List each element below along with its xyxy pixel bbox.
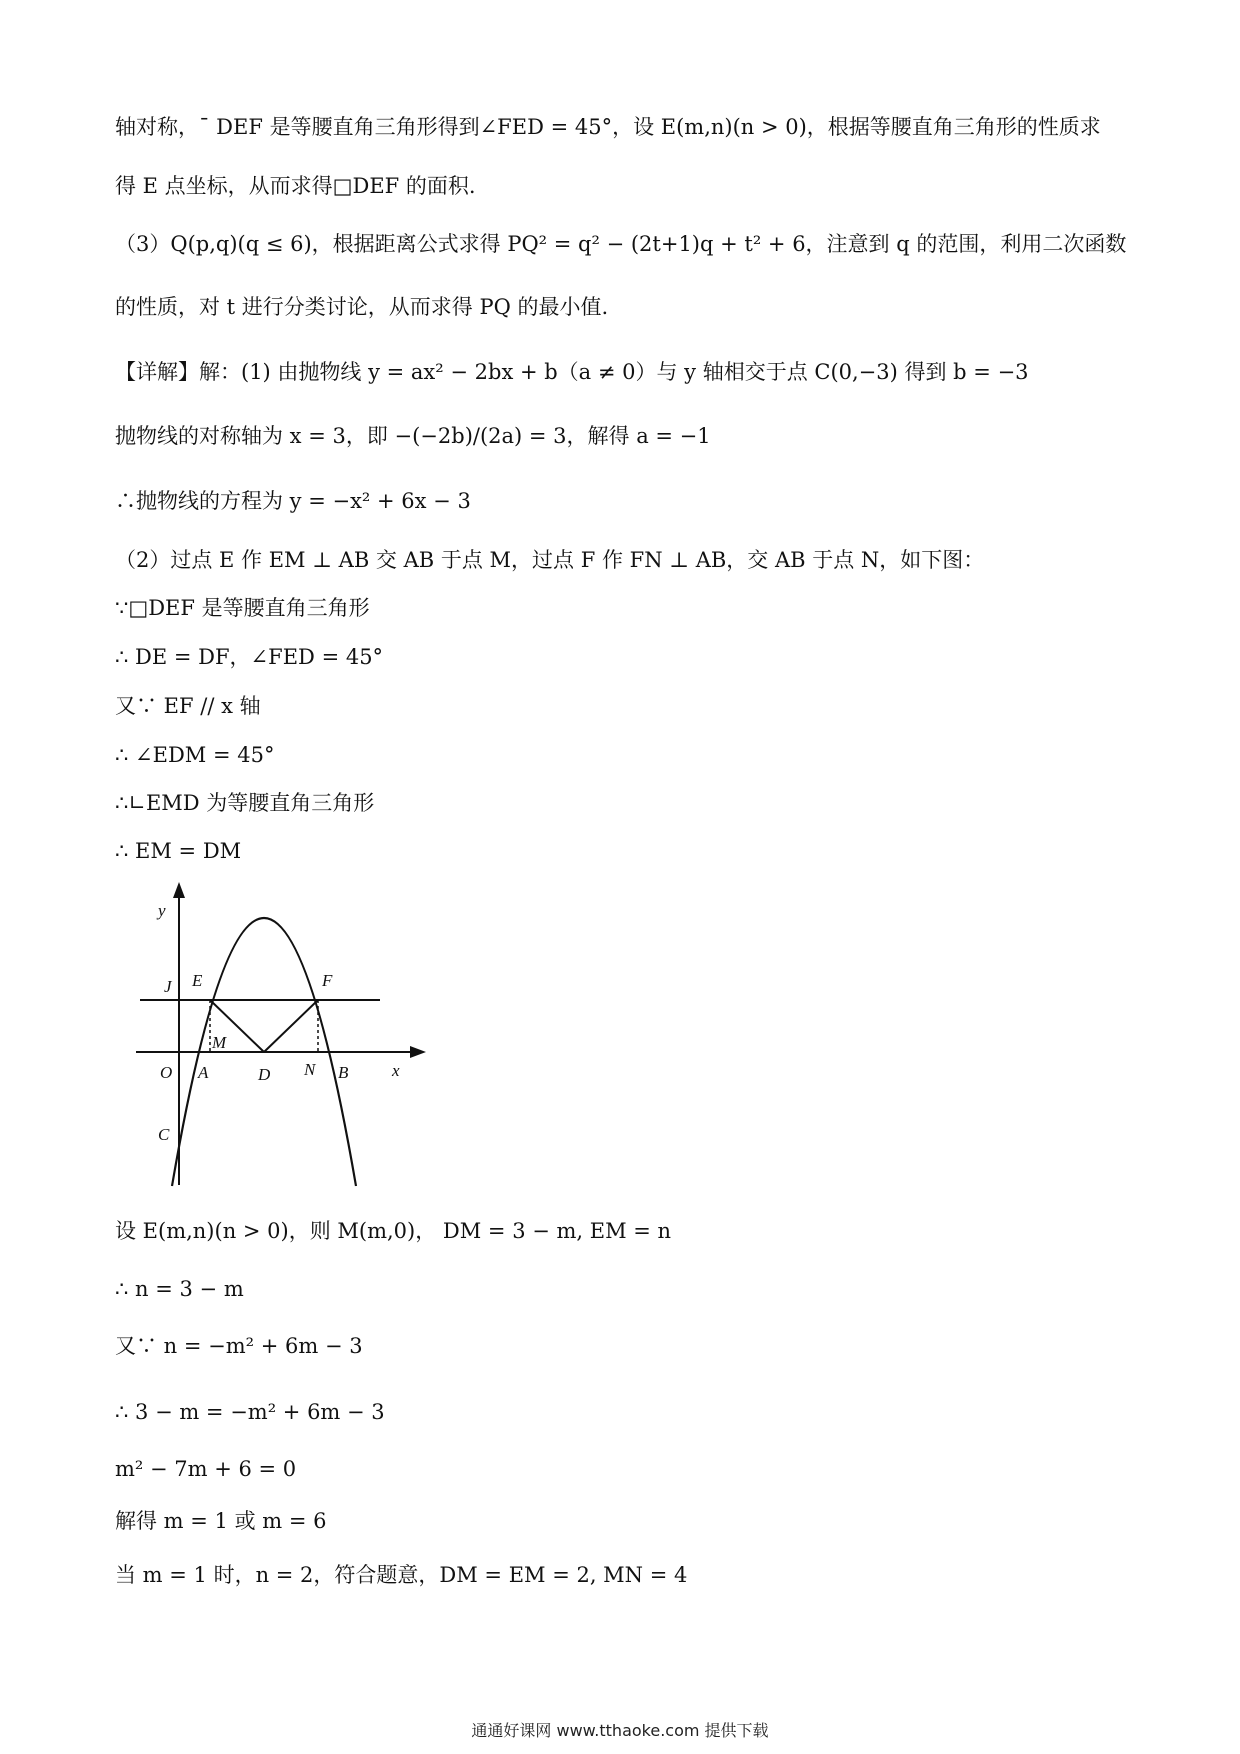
label-y: y	[158, 901, 166, 920]
y-axis-arrow	[173, 882, 185, 898]
parabola-figure	[130, 880, 430, 1195]
text-line: 设 E(m,n)(n > 0)，则 M(m,0)， DM = 3 − m, EM = n	[115, 1219, 672, 1243]
text-line: （2）过点 E 作 EM ⊥ AB 交 AB 于点 M，过点 F 作 FN ⊥ AB，交 AB 于点 N，如下图：	[115, 548, 985, 572]
label-j: J	[164, 977, 172, 996]
text-line: 又∵ EF // x 轴	[115, 694, 261, 718]
text-line: ∴∟EMD 为等腰直角三角形	[115, 791, 375, 815]
label-a: A	[198, 1063, 209, 1082]
text-line: （3）Q(p,q)(q ≤ 6)，根据距离公式求得 PQ² = q² − (2t+1)q + t² + 6，注意到 q 的范围，利用二次函数	[115, 232, 1127, 256]
text-line: 得 E 点坐标，从而求得□DEF 的面积.	[115, 174, 476, 198]
label-e: E	[192, 971, 203, 990]
page-footer: 通通好课网 www.tthaoke.com 提供下载	[471, 1721, 769, 1740]
label-m: M	[212, 1033, 227, 1052]
label-d: D	[258, 1065, 271, 1084]
text-line: ∴ DE = DF，∠FED = 45°	[115, 645, 384, 669]
text-line: 抛物线的对称轴为 x = 3，即 −(−2b)/(2a) = 3，解得 a = −1	[115, 424, 711, 448]
text-line: 解得 m = 1 或 m = 6	[115, 1509, 327, 1533]
label-c: C	[158, 1125, 170, 1144]
label-o: O	[160, 1063, 173, 1082]
text-line: ∴ 3 − m = −m² + 6m − 3	[115, 1400, 385, 1424]
text-line: ∴ EM = DM	[115, 839, 242, 863]
segment-df	[264, 1000, 318, 1052]
x-axis-arrow	[410, 1046, 426, 1058]
text-line: ∴ n = 3 − m	[115, 1277, 244, 1301]
text-line: 的性质，对 t 进行分类讨论，从而求得 PQ 的最小值.	[115, 295, 609, 319]
text-line: ∴抛物线的方程为 y = −x² + 6x − 3	[115, 489, 471, 513]
text-line: 轴对称，¯ DEF 是等腰直角三角形得到∠FED = 45°，设 E(m,n)(n > 0)，根据等腰直角三角形的性质求	[115, 115, 1101, 139]
text-line: ∵□DEF 是等腰直角三角形	[115, 596, 370, 620]
label-b: B	[338, 1063, 349, 1082]
label-x: x	[392, 1061, 400, 1080]
text-line: ∴ ∠EDM = 45°	[115, 743, 275, 767]
text-line: 当 m = 1 时，n = 2，符合题意，DM = EM = 2, MN = 4	[115, 1563, 688, 1587]
text-line: m² − 7m + 6 = 0	[115, 1457, 297, 1481]
label-n: N	[304, 1060, 316, 1079]
label-f: F	[322, 971, 333, 990]
text-line: 【详解】解：(1) 由抛物线 y = ax² − 2bx + b（a ≠ 0）与 y 轴相交于点 C(0,−3) 得到 b = −3	[115, 360, 1029, 384]
text-line: 又∵ n = −m² + 6m − 3	[115, 1334, 363, 1358]
